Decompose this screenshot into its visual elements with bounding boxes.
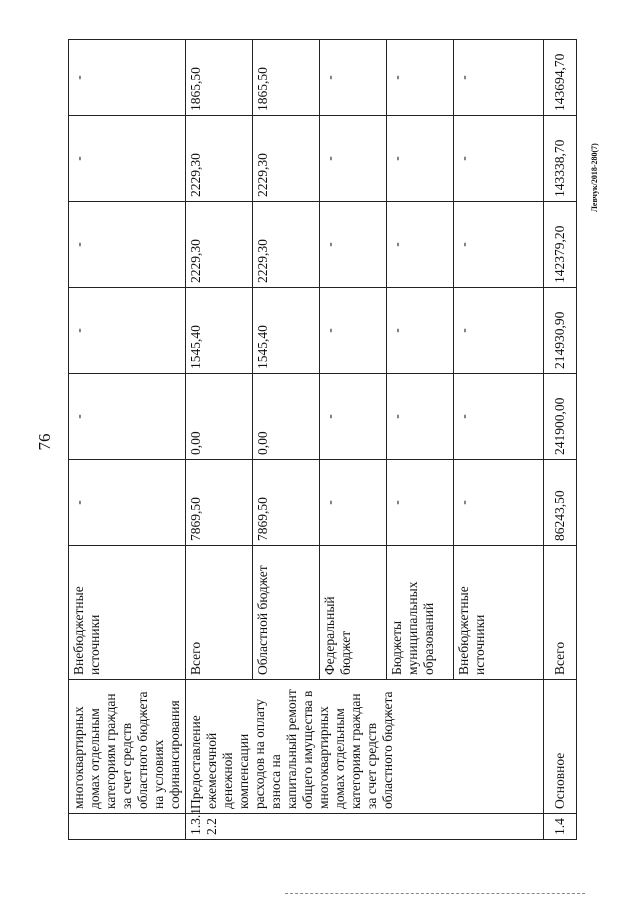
measure-name: Предоставление ежемесячной денежной компенсации расходов на оплату взноса на капитальный ремонт общего имущества в многоквартирных домах отдельным категориям граждан за счет средств областного бюджета [186, 680, 544, 814]
funding-source: Всего [544, 546, 577, 680]
row-number: 1.3.1 2.2 [186, 814, 544, 840]
row-number [69, 814, 186, 840]
value-cell: 1865,50 [186, 40, 253, 116]
table-row [69, 40, 186, 840]
value-cell: - [69, 116, 186, 202]
value-cell: - [320, 116, 387, 202]
rotated-table [68, 40, 567, 840]
table-row [186, 40, 253, 840]
value-cell: 2229,30 [186, 116, 253, 202]
value-cell: 214930,90 [544, 288, 577, 374]
value-cell: - [320, 288, 387, 374]
value-cell: 143338,70 [544, 116, 577, 202]
funding-source: Областной бюджет [253, 546, 320, 680]
value-cell: - [454, 460, 544, 546]
funding-source: Всего [186, 546, 253, 680]
value-cell: - [387, 40, 454, 116]
value-cell: 0,00 [253, 374, 320, 460]
scan-artifact-line [285, 893, 585, 896]
value-cell: - [69, 40, 186, 116]
value-cell: 1865,50 [253, 40, 320, 116]
value-cell: - [69, 288, 186, 374]
funding-source: Федеральный бюджет [320, 546, 387, 680]
value-cell: - [387, 374, 454, 460]
value-cell: 142379,20 [544, 202, 577, 288]
value-cell: 2229,30 [253, 202, 320, 288]
value-cell: - [454, 40, 544, 116]
value-cell: - [69, 202, 186, 288]
page-number: 76 [35, 433, 54, 451]
value-cell: - [387, 288, 454, 374]
value-cell: - [454, 202, 544, 288]
measure-name: Основное [544, 680, 577, 814]
footer-code: Левчук/2018-280(7) [590, 143, 599, 212]
table-row [544, 40, 577, 840]
value-cell: 2229,30 [186, 202, 253, 288]
measure-name: многоквартирных домах отдельным категориям граждан за счет средств областного бюджета на условиях софинансирования [69, 680, 186, 814]
row-number: 1.4 [544, 814, 577, 840]
value-cell: - [387, 116, 454, 202]
funding-source: Внебюджетные источники [69, 546, 186, 680]
value-cell: - [320, 202, 387, 288]
value-cell: 2229,30 [253, 116, 320, 202]
value-cell: 86243,50 [544, 460, 577, 546]
value-cell: - [387, 202, 454, 288]
value-cell: 241900,00 [544, 374, 577, 460]
value-cell: - [320, 40, 387, 116]
value-cell: 7869,50 [253, 460, 320, 546]
value-cell: 0,00 [186, 374, 253, 460]
value-cell: - [454, 288, 544, 374]
value-cell: - [387, 460, 454, 546]
value-cell: - [320, 374, 387, 460]
value-cell: 7869,50 [186, 460, 253, 546]
funding-source: Бюджеты муниципальных образований [387, 546, 454, 680]
value-cell: - [69, 460, 186, 546]
rotated-table-container [68, 40, 567, 840]
value-cell: - [454, 116, 544, 202]
funding-source: Внебюджетные источники [454, 546, 544, 680]
value-cell: - [320, 460, 387, 546]
budget-table [68, 39, 577, 840]
value-cell: 143694,70 [544, 40, 577, 116]
value-cell: - [454, 374, 544, 460]
value-cell: - [69, 374, 186, 460]
value-cell: 1545,40 [186, 288, 253, 374]
value-cell: 1545,40 [253, 288, 320, 374]
